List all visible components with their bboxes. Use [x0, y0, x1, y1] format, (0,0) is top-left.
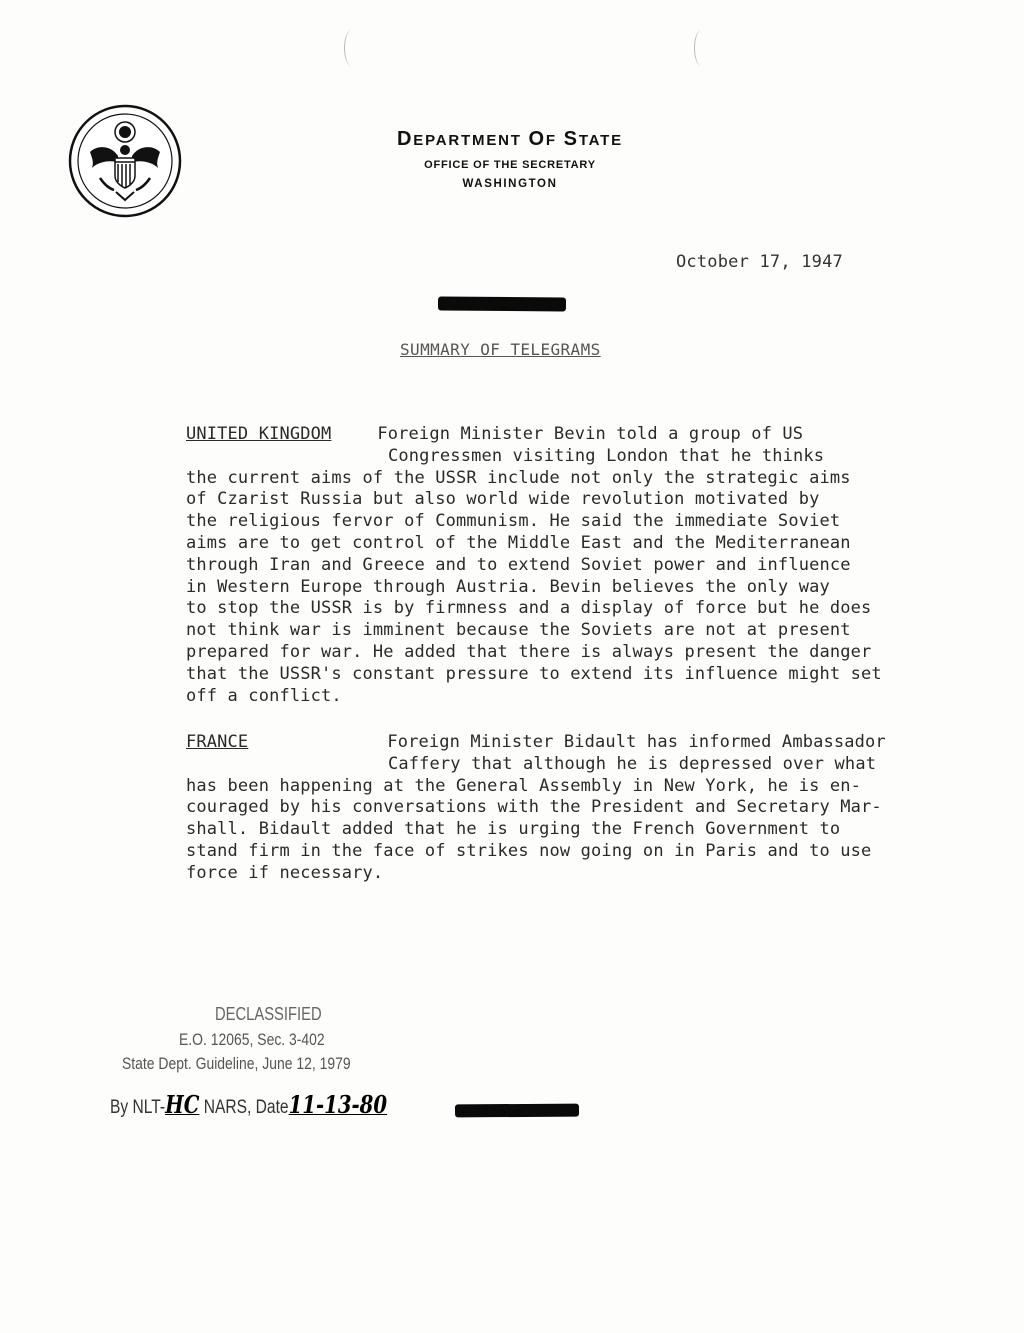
paragraph-line: Caffery that although he is depressed over what	[388, 753, 877, 774]
paragraph-line: Foreign Minister Bidault has informed Ambassador	[387, 732, 886, 752]
paragraph-line: the current aims of the USSR include not only the strategic aims	[186, 467, 851, 488]
city-name: WASHINGTON	[462, 178, 558, 190]
paragraph-line: force if necessary.	[186, 862, 384, 883]
paragraph-line: aims are to get control of the Middle East and the Mediterranean	[186, 532, 851, 553]
office-name: OFFICE OF THE SECRETARY	[424, 159, 596, 171]
paragraph-line: through Iran and Greece and to extend Soviet power and influence	[186, 554, 851, 575]
eagle-seal-icon	[68, 104, 182, 218]
section-france	[186, 732, 906, 885]
paragraph-line: not think war is imminent because the Soviets are not at present	[186, 620, 851, 641]
paragraph-line: that the USSR's constant pressure to extend its influence might set	[186, 663, 882, 684]
stamp-authorization	[110, 1090, 387, 1119]
punch-hole-left	[344, 30, 359, 66]
stamp-declassified: DECLASSIFIED	[215, 1004, 322, 1024]
paragraph-line: has been happening at the General Assembly in New York, he is en-	[186, 775, 862, 796]
paragraph-line: Congressmen visiting London that he thinks	[388, 445, 825, 466]
redaction-bar	[438, 296, 566, 311]
redaction-bar	[455, 1104, 579, 1118]
section-united-kingdom	[186, 424, 906, 707]
paragraph-line: Foreign Minister Bevin told a group of US	[377, 424, 804, 444]
stamp-by-label: By NLT-	[110, 1097, 166, 1118]
section-heading: FRANCE	[186, 732, 249, 752]
paragraph-line: prepared for war. He added that there is always present the danger	[186, 641, 872, 662]
paragraph-line: shall. Bidault added that he is urging the French Government to	[186, 819, 841, 840]
handwritten-initials: HC	[165, 1090, 200, 1119]
paragraph-line: stand firm in the face of strikes now going on in Paris and to use	[186, 840, 872, 861]
section-heading: UNITED KINGDOM	[186, 424, 332, 444]
document-title: SUMMARY OF TELEGRAMS	[400, 340, 601, 359]
handwritten-date: 11-13-80	[288, 1090, 388, 1119]
paragraph-line: to stop the USSR is by firmness and a display of force but he does	[186, 598, 872, 619]
paragraph-line: off a conflict.	[186, 685, 342, 706]
department-name: DEPARTMENT OF STATE	[397, 128, 623, 150]
paragraph-line: couraged by his conversations with the President and Secretary Mar-	[186, 797, 882, 818]
paragraph-line: of Czarist Russia but also world wide revolution motivated by	[186, 489, 820, 510]
punch-hole-right	[694, 30, 709, 66]
paragraph-line: the religious fervor of Communism. He said the immediate Soviet	[186, 511, 841, 532]
letterhead	[310, 128, 710, 190]
stamp-executive-order: E.O. 12065, Sec. 3-402	[179, 1030, 325, 1049]
stamp-nars-label: NARS, Date	[199, 1097, 289, 1118]
document-date: October 17, 1947	[676, 252, 843, 272]
stamp-guideline: State Dept. Guideline, June 12, 1979	[122, 1054, 351, 1073]
paragraph-line: in Western Europe through Austria. Bevin believes the only way	[186, 576, 830, 597]
